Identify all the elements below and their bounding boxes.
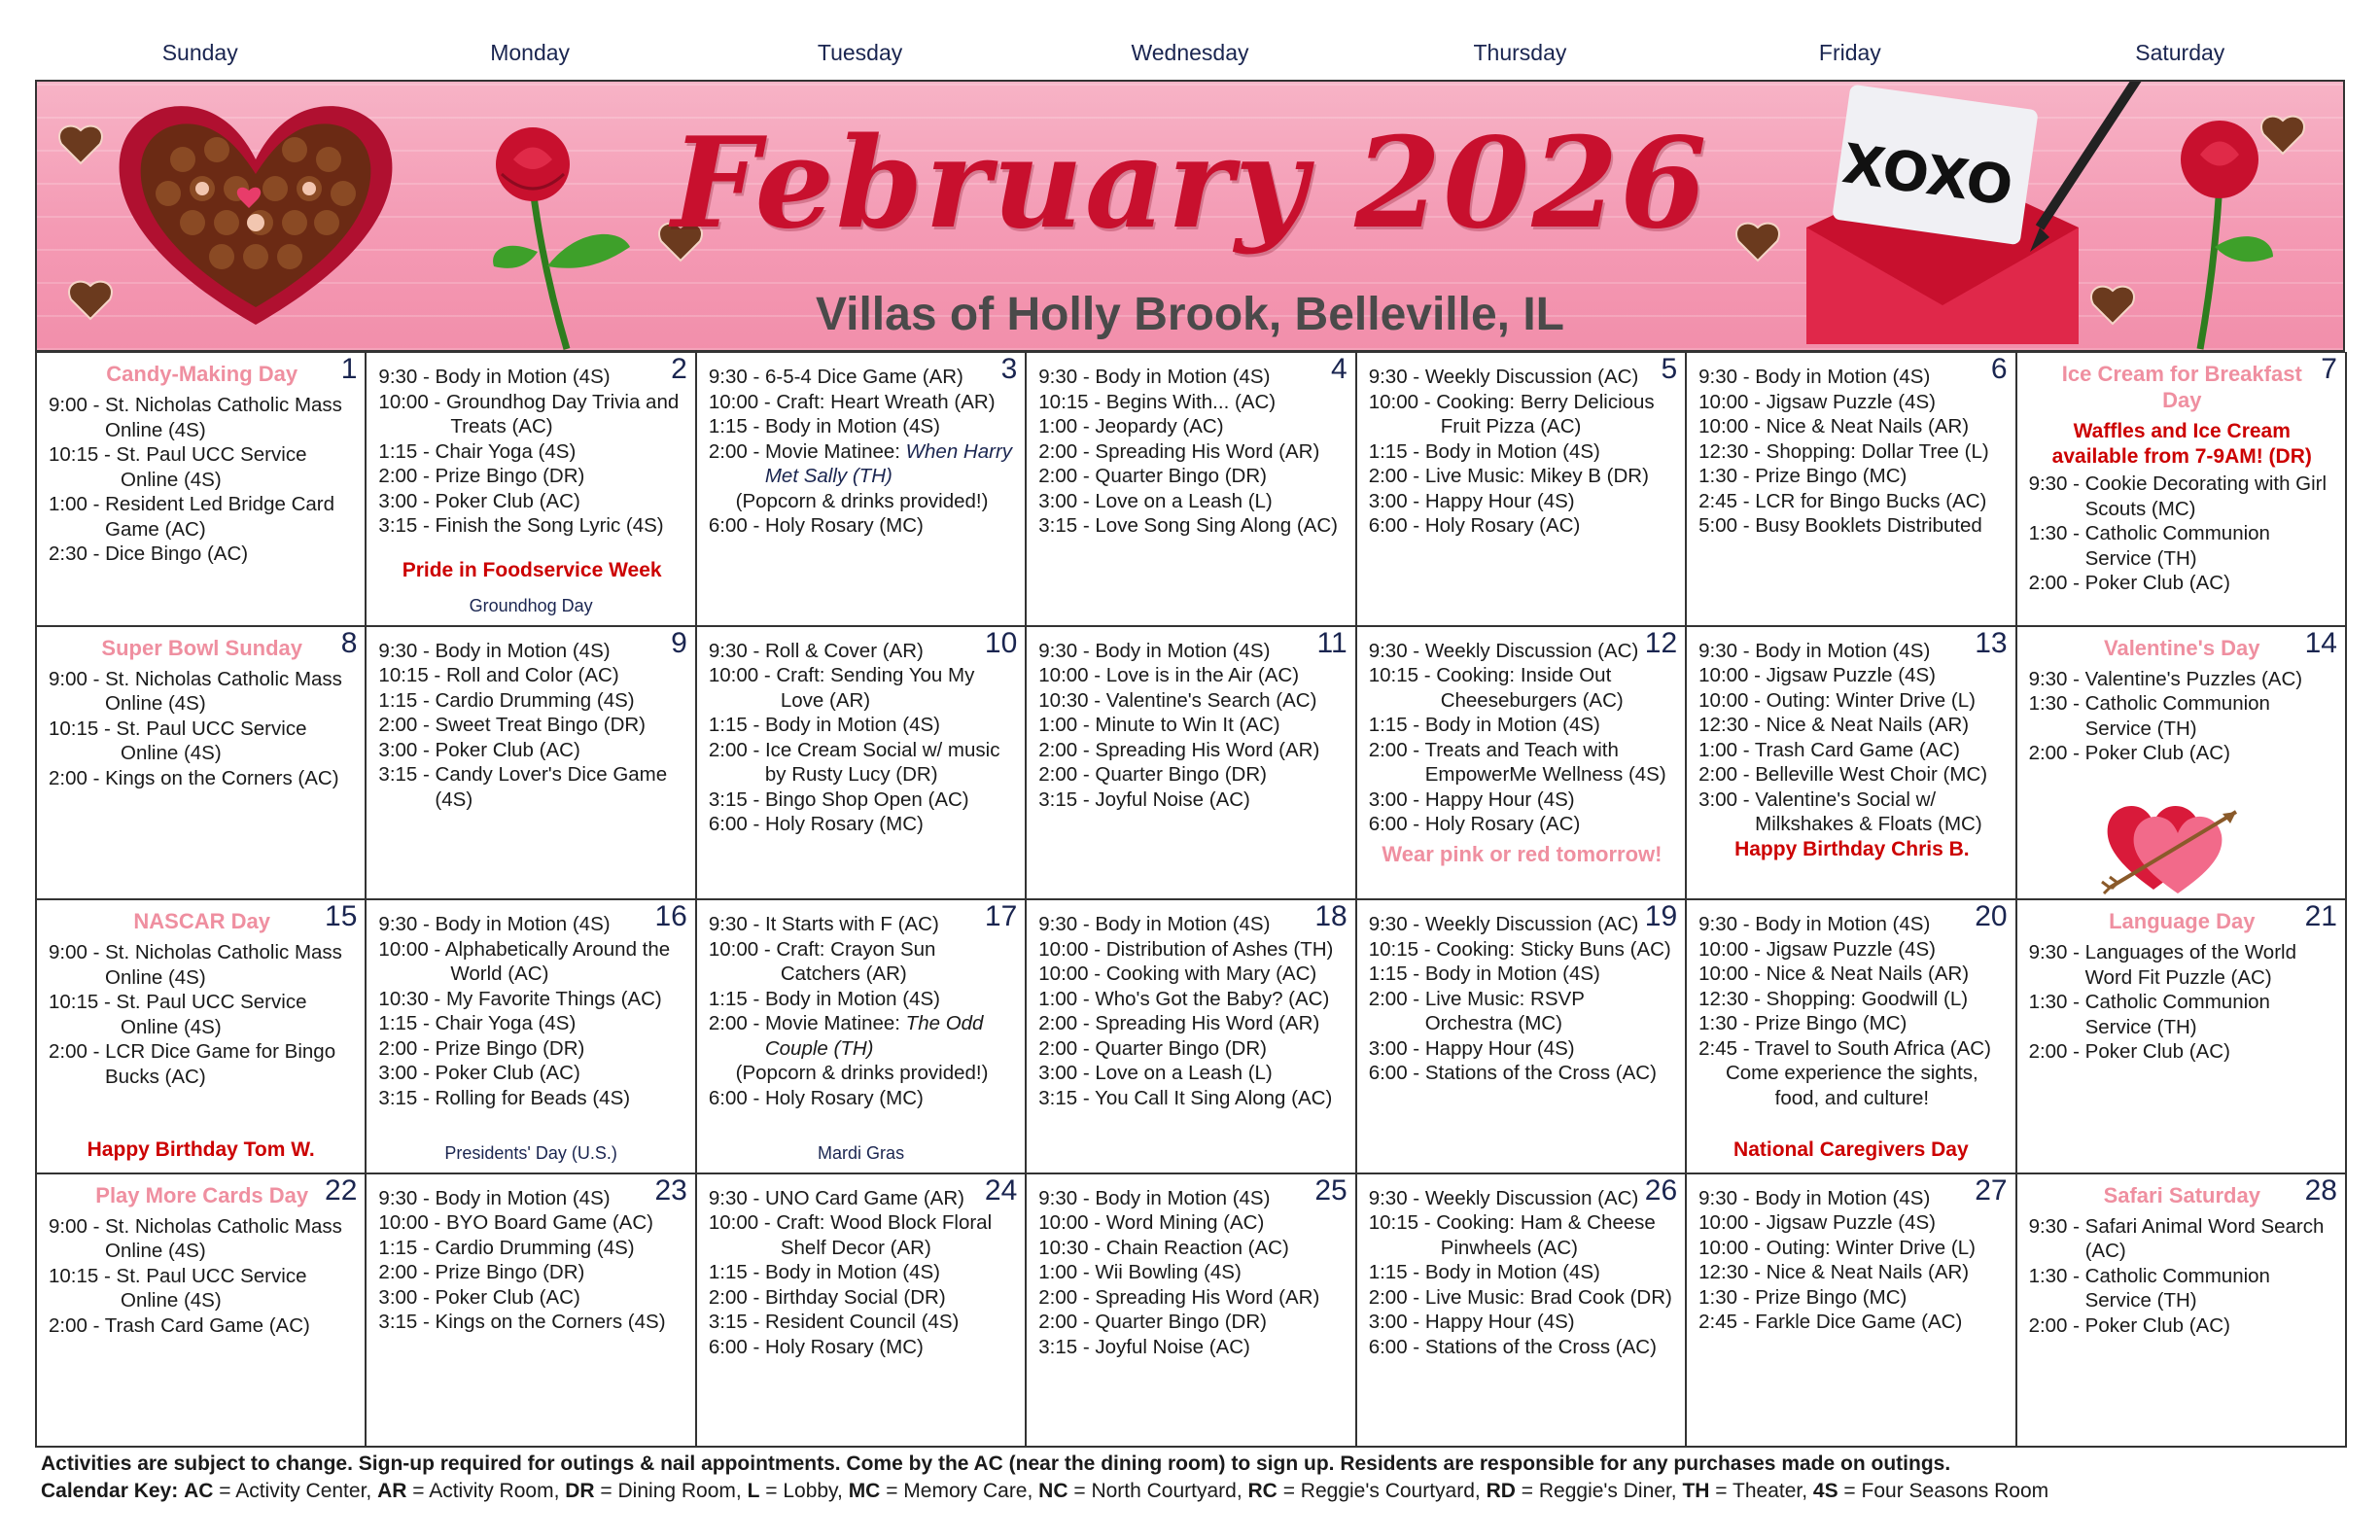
birthday-note: Happy Birthday Tom W. (87, 1138, 315, 1161)
event: 1:15 - Chair Yoga (4S) (378, 439, 577, 463)
key-code: RD (1486, 1480, 1516, 1502)
key-name: Reggie's Courtyard (1300, 1480, 1475, 1502)
event: 1:00 - Who's Got the Baby? (AC) (1038, 987, 1330, 1010)
holiday-label: Groundhog Day (469, 596, 593, 615)
event: 2:00 - Spreading His Word (AR) (1038, 1012, 1320, 1034)
key-code: TH (1682, 1480, 1710, 1502)
event: 1:00 - Jeopardy (AC) (1038, 415, 1224, 438)
event: 10:15 - St. Paul UCC Service Online (4S) (49, 991, 307, 1038)
day-cell-11 (1027, 627, 1356, 901)
event: 2:00 - Spreading His Word (AR) (1038, 1285, 1320, 1309)
weekday-header (35, 27, 2345, 78)
key-name: Lobby (783, 1480, 838, 1502)
event: 2:00 - Live Music: RSVP Orchestra (MC) (1368, 987, 1585, 1034)
day-theme: Ice Cream for Breakfast Day (2061, 362, 2302, 412)
event: 1:30 - Catholic Communion Service (TH) (2028, 1264, 2270, 1312)
birthday-note: Happy Birthday Chris B. (1734, 837, 1970, 860)
event: 10:00 - Distribution of Ashes (TH) (1038, 937, 1334, 961)
event: 2:00 - Prize Bingo (DR) (378, 1036, 585, 1060)
event: 2:00 - Belleville West Choir (MC) (1698, 763, 1988, 786)
day-number: 7 (2321, 353, 2337, 385)
day-cell-26 (1357, 1174, 1687, 1449)
event: 3:00 - Happy Hour (4S) (1368, 1036, 1575, 1060)
day-cell-13 (1687, 627, 2016, 901)
event: 2:45 - Farkle Dice Game (AC) (1698, 1311, 1963, 1333)
key-name: Four Seasons Room (1861, 1480, 2049, 1502)
event: 10:15 - St. Paul UCC Service Online (4S) (49, 717, 307, 764)
event: 10:00 - Love is in the Air (AC) (1038, 664, 1300, 686)
event: 9:30 - Body in Motion (4S) (1038, 1186, 1271, 1209)
special-note: Wear pink or red tomorrow! (1382, 841, 1662, 866)
event: 10:15 - Roll and Color (AC) (378, 664, 619, 686)
event: 9:30 - Valentine's Puzzles (AC) (2028, 667, 2303, 690)
day-cell-28 (2017, 1174, 2347, 1449)
day-number: 27 (1975, 1173, 2008, 1207)
calendar-title: February 2026 (671, 111, 1709, 257)
calendar-grid (35, 352, 2347, 1448)
event: 9:30 - Weekly Discussion (AC) (1368, 366, 1639, 388)
day-number: 15 (325, 900, 358, 932)
day-cell-21 (2017, 900, 2347, 1174)
event: 2:00 - Poker Club (AC) (2028, 572, 2230, 594)
card-text: XOXO (1838, 132, 2017, 219)
event: 2:00 - Treats and Teach with EmpowerMe Wellness (4S) (1368, 738, 1666, 786)
event: 9:30 - Weekly Discussion (AC) (1368, 1186, 1639, 1209)
event: 10:00 - Jigsaw Puzzle (4S) (1698, 937, 1936, 961)
event: 9:30 - Body in Motion (4S) (1698, 1186, 1931, 1209)
day-number: 4 (1331, 353, 1348, 385)
event: 9:30 - Body in Motion (4S) (1038, 639, 1271, 662)
event: 3:00 - Poker Club (AC) (378, 738, 580, 761)
event: 3:15 - Candy Lover's Dice Game (4S) (378, 763, 668, 811)
key-name: North Courtyard (1091, 1480, 1237, 1502)
event: 6:00 - Holy Rosary (MC) (708, 1335, 924, 1358)
day-number: 12 (1644, 626, 1678, 659)
day-cell-4 (1027, 353, 1356, 627)
event: 9:30 - Roll & Cover (AR) (708, 639, 924, 662)
day-cell-2 (367, 353, 696, 627)
special-note: Pride in Foodservice Week (402, 558, 662, 581)
key-code: MC (848, 1480, 881, 1502)
event: 2:00 - Poker Club (AC) (2028, 1040, 2230, 1063)
key-name: Dining Room (617, 1480, 736, 1502)
day-number: 23 (654, 1173, 687, 1207)
event: 3:00 - Poker Club (AC) (378, 1285, 580, 1309)
special-note: Waffles and Ice Cream available from 7-9AM! (DR) (2051, 420, 2312, 468)
day-theme: Valentine's Day (2104, 635, 2260, 660)
day-number: 3 (1000, 353, 1018, 385)
event: 10:00 - Jigsaw Puzzle (4S) (1698, 1211, 1936, 1234)
event: 10:15 - Cooking: Sticky Buns (AC) (1368, 937, 1671, 961)
day-number: 19 (1644, 900, 1678, 932)
event: 9:30 - Weekly Discussion (AC) (1368, 639, 1639, 662)
event: 3:15 - Joyful Noise (AC) (1038, 788, 1250, 811)
movie-note: (Popcorn & drinks provided!) (735, 489, 989, 512)
event: 3:00 - Happy Hour (4S) (1368, 489, 1575, 512)
event: 9:30 - Body in Motion (4S) (1698, 913, 1931, 935)
event: 3:15 - Joyful Noise (AC) (1038, 1335, 1250, 1358)
event: 3:15 - Kings on the Corners (4S) (378, 1311, 666, 1333)
event: 2:00 - Birthday Social (DR) (708, 1285, 946, 1309)
event: 1:30 - Prize Bingo (MC) (1698, 465, 1908, 487)
day-number: 13 (1975, 626, 2008, 659)
disclaimer: Activities are subject to change. Sign-up required for outings & nail appointments. Come by the AC (near the dining room) to sign up. Residents are responsible for any purchases made on outings. (41, 1452, 1951, 1475)
event: 3:00 - Valentine's Social w/ Milkshakes & Floats (MC) (1698, 788, 1982, 835)
event: 6:00 - Holy Rosary (MC) (708, 514, 924, 537)
event: 2:00 - Quarter Bingo (DR) (1038, 465, 1267, 487)
event: 10:00 - Craft: Heart Wreath (AR) (708, 390, 996, 413)
weekday-thursday: Thursday (1473, 40, 1567, 65)
event-movie (709, 1011, 1015, 1061)
day-number: 5 (1661, 353, 1678, 385)
weekday-saturday: Saturday (2135, 40, 2225, 65)
day-theme: Language Day (2109, 909, 2256, 933)
event: 9:30 - Cookie Decorating with Girl Scouts (MC) (2028, 472, 2328, 520)
day-cell-17 (697, 900, 1027, 1174)
holiday-label: Presidents' Day (U.S.) (444, 1143, 617, 1163)
day-cell-23 (367, 1174, 696, 1449)
key-code: L (747, 1480, 760, 1502)
event: 1:00 - Minute to Win It (AC) (1038, 714, 1280, 736)
event: 6:00 - Holy Rosary (AC) (1368, 813, 1581, 835)
event: 1:15 - Body in Motion (4S) (1368, 1261, 1600, 1283)
event: 2:00 - Quarter Bingo (DR) (1038, 1036, 1267, 1060)
day-cell-10 (697, 627, 1027, 901)
event: 9:30 - Body in Motion (4S) (378, 366, 611, 388)
weekday-monday: Monday (490, 40, 571, 65)
event: 10:00 - Jigsaw Puzzle (4S) (1698, 390, 1936, 413)
day-cell-7 (2017, 353, 2347, 627)
event: 12:30 - Shopping: Goodwill (L) (1698, 987, 1969, 1010)
event: 1:15 - Body in Motion (4S) (1368, 439, 1600, 463)
event: 1:15 - Body in Motion (4S) (1368, 714, 1600, 736)
day-cell-16 (367, 900, 696, 1174)
event: 2:00 - Spreading His Word (AR) (1038, 439, 1320, 463)
day-number: 20 (1975, 900, 2008, 932)
key-label: Calendar Key: (41, 1480, 179, 1502)
calendar-banner (35, 80, 2345, 352)
event: 10:00 - Craft: Sending You My Love (AR) (708, 664, 975, 712)
key-code: AC (184, 1480, 214, 1502)
event: 12:30 - Nice & Neat Nails (AR) (1698, 714, 1970, 736)
day-number: 2 (671, 353, 687, 385)
event: 2:00 - Kings on the Corners (AC) (49, 766, 339, 789)
event: 3:15 - Resident Council (4S) (708, 1311, 960, 1333)
event: 2:00 - Prize Bingo (DR) (378, 465, 585, 487)
day-number: 16 (654, 900, 687, 932)
movie-note: (Popcorn & drinks provided!) (735, 1062, 989, 1084)
event: 5:00 - Busy Booklets Distributed (1698, 514, 1982, 537)
day-cell-27 (1687, 1174, 2016, 1449)
event-movie (709, 439, 1015, 489)
key-code: NC (1038, 1480, 1068, 1502)
day-cell-9 (367, 627, 696, 901)
event: 3:00 - Happy Hour (4S) (1368, 788, 1575, 811)
event: 9:30 - Body in Motion (4S) (1698, 366, 1931, 388)
event: 2:00 - Quarter Bingo (DR) (1038, 1311, 1267, 1333)
event: 1:15 - Body in Motion (4S) (1368, 962, 1600, 985)
event: 10:15 - St. Paul UCC Service Online (4S) (49, 1264, 307, 1312)
event: 6:00 - Holy Rosary (MC) (708, 813, 924, 835)
key-name: Memory Care (903, 1480, 1028, 1502)
event: 2:00 - Live Music: Brad Cook (DR) (1368, 1285, 1672, 1309)
event: 10:00 - Cooking: Berry Delicious Fruit Pizza (AC) (1368, 390, 1655, 438)
heart-arrow-icon (2100, 792, 2246, 899)
day-theme: Super Bowl Sunday (101, 635, 302, 660)
day-cell-14 (2017, 627, 2347, 901)
event: 6:00 - Holy Rosary (MC) (708, 1086, 924, 1109)
event: 3:15 - Love Song Sing Along (AC) (1038, 514, 1338, 537)
day-number: 6 (1990, 353, 2008, 385)
event: 1:00 - Trash Card Game (AC) (1698, 738, 1961, 761)
movie-prefix: 2:00 - Movie Matinee: (708, 439, 906, 463)
day-cell-3 (697, 353, 1027, 627)
event: 2:00 - Poker Club (AC) (2028, 742, 2230, 764)
event: 10:15 - Begins With... (AC) (1038, 390, 1277, 413)
event: 1:30 - Catholic Communion Service (TH) (2028, 692, 2270, 740)
event: 10:15 - Cooking: Ham & Cheese Pinwheels (AC) (1368, 1211, 1656, 1259)
event: 9:00 - St. Nicholas Catholic Mass Online (4S) (49, 667, 342, 715)
event: 10:00 - Groundhog Day Trivia and Treats (AC) (378, 390, 680, 438)
key-name: Activity Room (429, 1480, 554, 1502)
event: 10:00 - Nice & Neat Nails (AR) (1698, 962, 1970, 985)
event: 1:30 - Catholic Communion Service (TH) (2028, 991, 2270, 1038)
event: 9:30 - Weekly Discussion (AC) (1368, 913, 1639, 935)
event: 1:15 - Chair Yoga (4S) (378, 1012, 577, 1034)
event: 9:00 - St. Nicholas Catholic Mass Online (4S) (49, 941, 342, 989)
event: 1:15 - Body in Motion (4S) (708, 1261, 940, 1283)
event: 3:00 - Love on a Leash (L) (1038, 489, 1273, 512)
key-name: Reggie's Diner (1538, 1480, 1671, 1502)
day-cell-20 (1687, 900, 2016, 1174)
event: 3:00 - Poker Club (AC) (378, 489, 580, 512)
event: 1:15 - Cardio Drumming (4S) (378, 1236, 635, 1259)
event: 10:15 - St. Paul UCC Service Online (4S) (49, 443, 307, 491)
holiday-label: Mardi Gras (818, 1143, 905, 1163)
day-cell-24 (697, 1174, 1027, 1449)
event: 1:30 - Prize Bingo (MC) (1698, 1012, 1908, 1034)
movie-prefix: 2:00 - Movie Matinee: (708, 1012, 906, 1034)
event: 10:00 - Jigsaw Puzzle (4S) (1698, 664, 1936, 686)
event-detail: Come experience the sights, food, and culture! (1725, 1062, 1978, 1109)
event: 1:00 - Wii Bowling (4S) (1038, 1261, 1242, 1283)
event: 12:30 - Nice & Neat Nails (AR) (1698, 1261, 1970, 1283)
event: 10:30 - Chain Reaction (AC) (1038, 1236, 1289, 1259)
day-cell-25 (1027, 1174, 1356, 1449)
event: 2:00 - Poker Club (AC) (2028, 1313, 2230, 1337)
event: 3:00 - Happy Hour (4S) (1368, 1311, 1575, 1333)
calendar-footer (41, 1451, 2351, 1505)
day-number: 9 (671, 626, 687, 659)
event: 1:15 - Body in Motion (4S) (708, 987, 940, 1010)
event: 10:30 - My Favorite Things (AC) (378, 987, 662, 1010)
event: 1:15 - Body in Motion (4S) (708, 415, 940, 438)
event: 6:00 - Holy Rosary (AC) (1368, 514, 1581, 537)
event: 2:00 - LCR Dice Game for Bingo Bucks (AC) (49, 1040, 336, 1088)
key-code: RC (1247, 1480, 1278, 1502)
day-cell-5 (1357, 353, 1687, 627)
event: 2:00 - Trash Card Game (AC) (49, 1313, 310, 1337)
day-number: 21 (2304, 900, 2337, 932)
event: 1:15 - Cardio Drumming (4S) (378, 688, 635, 712)
event: 2:00 - Prize Bingo (DR) (378, 1261, 585, 1283)
key-code: 4S (1812, 1480, 1838, 1502)
event: 2:00 - Ice Cream Social w/ music by Rusty Lucy (DR) (708, 738, 1000, 786)
key-code: AR (377, 1480, 407, 1502)
event: 2:45 - Travel to South Africa (AC) (1698, 1036, 1991, 1060)
day-cell-22 (37, 1174, 367, 1449)
event: 9:30 - Body in Motion (4S) (1038, 366, 1271, 388)
special-note: National Caregivers Day (1733, 1138, 1969, 1161)
event: 2:00 - Live Music: Mikey B (DR) (1368, 465, 1649, 487)
event: 2:00 - Quarter Bingo (DR) (1038, 763, 1267, 786)
weekday-tuesday: Tuesday (817, 40, 903, 65)
day-number: 17 (984, 900, 1018, 932)
weekday-wednesday: Wednesday (1131, 40, 1249, 65)
event: 9:00 - St. Nicholas Catholic Mass Online (4S) (49, 394, 342, 441)
event: 10:00 - Craft: Crayon Sun Catchers (AR) (708, 937, 936, 985)
event: 10:00 - Craft: Wood Block Floral Shelf Decor (AR) (708, 1211, 993, 1259)
key-code: DR (565, 1480, 595, 1502)
day-cell-1 (37, 353, 367, 627)
key-name: Theater (1732, 1480, 1802, 1502)
day-cell-12 (1357, 627, 1687, 901)
event: 12:30 - Shopping: Dollar Tree (L) (1698, 439, 1989, 463)
event: 10:00 - Nice & Neat Nails (AR) (1698, 415, 1970, 438)
weekday-friday: Friday (1818, 40, 1881, 65)
community-name: Villas of Holly Brook, Belleville, IL (815, 289, 1564, 340)
event: 3:00 - Poker Club (AC) (378, 1062, 580, 1084)
event: 9:30 - Body in Motion (4S) (378, 639, 611, 662)
event: 10:30 - Valentine's Search (AC) (1038, 688, 1317, 712)
movie-title: When Harry Met Sally (TH) (764, 439, 1013, 487)
event: 9:30 - Body in Motion (4S) (1698, 639, 1931, 662)
day-number: 11 (1316, 626, 1348, 659)
day-theme: Candy-Making Day (106, 362, 298, 386)
event: 3:15 - Rolling for Beads (4S) (378, 1086, 631, 1109)
day-number: 25 (1314, 1173, 1348, 1207)
event: 10:00 - Alphabetically Around the World (AC) (378, 937, 671, 985)
day-number: 22 (325, 1173, 358, 1207)
event: 2:00 - Sweet Treat Bingo (DR) (378, 714, 647, 736)
event: 9:30 - Body in Motion (4S) (1038, 913, 1271, 935)
event: 9:30 - Body in Motion (4S) (378, 913, 611, 935)
event: 10:00 - Word Mining (AC) (1038, 1211, 1265, 1234)
day-number: 26 (1644, 1173, 1678, 1207)
event: 9:30 - It Starts with F (AC) (708, 913, 939, 935)
day-theme: Safari Saturday (2103, 1182, 2260, 1208)
key-name: Activity Center (235, 1480, 367, 1502)
event: 10:00 - BYO Board Game (AC) (378, 1211, 653, 1234)
event: 6:00 - Stations of the Cross (AC) (1368, 1335, 1657, 1358)
movie-title: The Odd Couple (TH) (764, 1012, 984, 1060)
event: 6:00 - Stations of the Cross (AC) (1368, 1062, 1657, 1084)
day-cell-19 (1357, 900, 1687, 1174)
day-number: 1 (340, 353, 358, 385)
event: 10:00 - Outing: Winter Drive (L) (1698, 1236, 1976, 1259)
day-number: 28 (2304, 1173, 2337, 1207)
event: 10:15 - Cooking: Inside Out Cheeseburgers (AC) (1368, 664, 1624, 712)
weekday-sunday: Sunday (161, 40, 238, 65)
event: 3:15 - You Call It Sing Along (AC) (1038, 1086, 1333, 1109)
event: 9:30 - UNO Card Game (AR) (708, 1186, 964, 1209)
event: 3:00 - Love on a Leash (L) (1038, 1062, 1273, 1084)
event: 1:30 - Catholic Communion Service (TH) (2028, 522, 2270, 570)
day-number: 8 (340, 626, 358, 659)
day-number: 24 (984, 1173, 1018, 1207)
day-number: 18 (1314, 900, 1348, 932)
event: 9:30 - Languages of the World Word Fit Puzzle (AC) (2028, 941, 2296, 989)
day-number: 10 (984, 626, 1018, 659)
event: 1:30 - Prize Bingo (MC) (1698, 1285, 1908, 1309)
day-theme: Play More Cards Day (95, 1182, 309, 1208)
event: 1:15 - Body in Motion (4S) (708, 714, 940, 736)
event: 10:00 - Outing: Winter Drive (L) (1698, 688, 1976, 712)
day-theme: NASCAR Day (133, 909, 270, 933)
day-cell-18 (1027, 900, 1356, 1174)
event: 9:30 - Safari Animal Word Search (AC) (2028, 1214, 2325, 1262)
day-number: 14 (2304, 626, 2337, 659)
event: 10:00 - Cooking with Mary (AC) (1038, 962, 1317, 985)
event: 9:30 - 6-5-4 Dice Game (AR) (708, 366, 963, 388)
event: 2:00 - Spreading His Word (AR) (1038, 738, 1320, 761)
day-cell-8 (37, 627, 367, 901)
event: 2:45 - LCR for Bingo Bucks (AC) (1698, 489, 1987, 512)
calendar-key: Calendar Key: AC = Activity Center, AR = Activity Room, DR = Dining Room, L = Lobby, MC = Memory Care, NC = North Courtyard, RC = Reggie's Courtyard, RD = Reggie's Diner, TH = Theater, 4S = Four Seasons Room (41, 1480, 2049, 1502)
day-cell-6 (1687, 353, 2016, 627)
event: 9:00 - St. Nicholas Catholic Mass Online (4S) (49, 1214, 342, 1262)
event: 1:00 - Resident Led Bridge Card Game (AC) (49, 493, 335, 541)
event: 3:15 - Bingo Shop Open (AC) (708, 788, 969, 811)
event: 2:30 - Dice Bingo (AC) (49, 542, 249, 565)
event: 3:15 - Finish the Song Lyric (4S) (378, 514, 664, 537)
event: 9:30 - Body in Motion (4S) (378, 1186, 611, 1209)
day-cell-15 (37, 900, 367, 1174)
